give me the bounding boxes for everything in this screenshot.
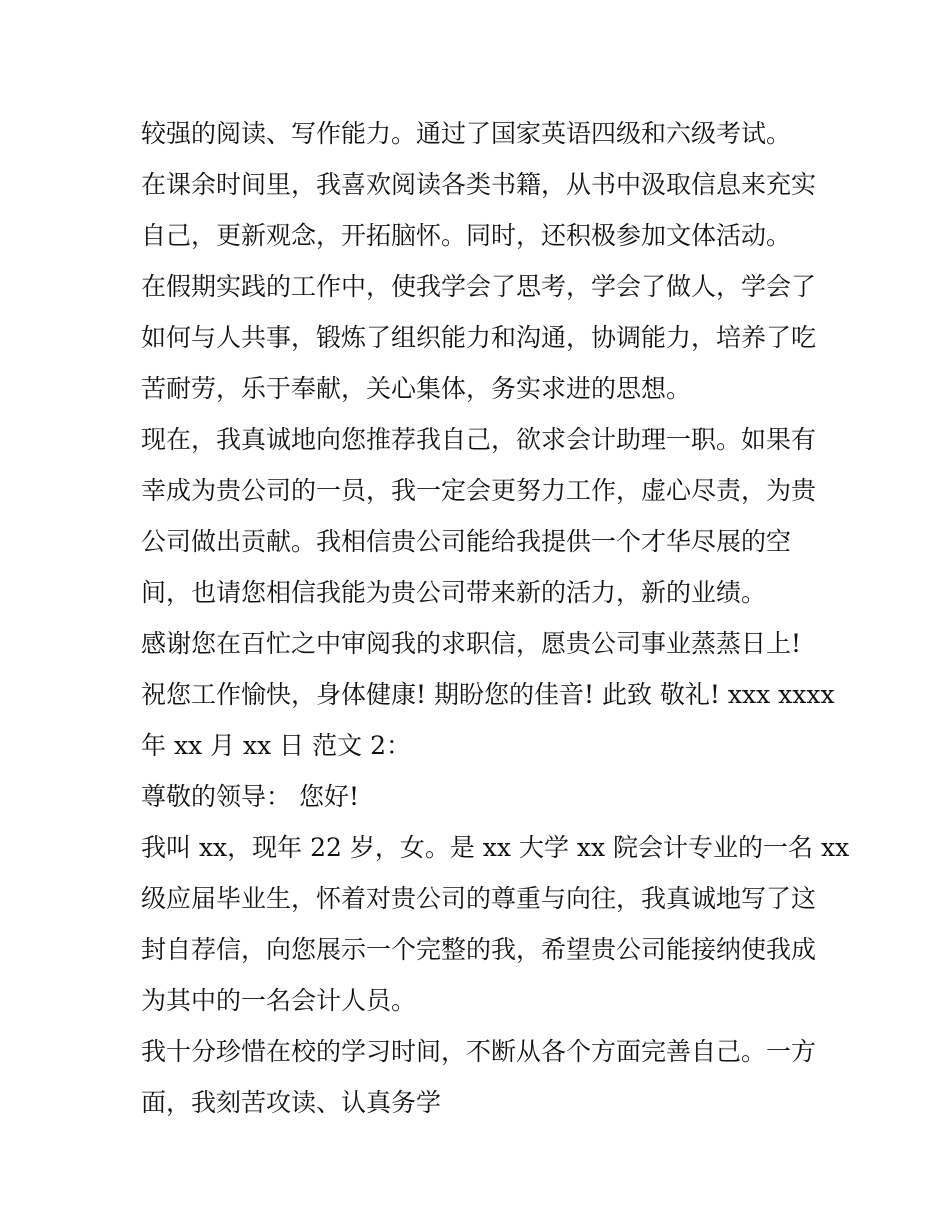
text-line: 封自荐信，向您展示一个完整的我，希望贵公司能接纳使我成 <box>141 935 817 964</box>
text-line: 我十分珍惜在校的学习时间，不断从各个方面完善自己。一方 <box>141 1037 817 1066</box>
text-line: 现在，我真诚地向您推荐我自己，欲求会计助理一职。如果有 <box>141 425 817 454</box>
text-line: 幸成为贵公司的一员，我一定会更努力工作，虚心尽责，为贵 <box>141 476 817 505</box>
text-line: 间，也请您相信我能为贵公司带来新的活力，新的业绩。 <box>141 578 767 607</box>
text-line: 苦耐劳，乐于奉献，关心集体，务实求进的思想。 <box>141 374 692 403</box>
text-line: 祝您工作愉快，身体健康! 期盼您的佳音! 此致 敬礼! xxx xxxx <box>141 680 835 709</box>
text-line: 较强的阅读、写作能力。通过了国家英语四级和六级考试。 <box>141 119 792 148</box>
text-line: 感谢您在百忙之中审阅我的求职信，愿贵公司事业蒸蒸日上! <box>141 629 802 658</box>
text-line: 为其中的一名会计人员。 <box>141 986 417 1015</box>
letter-body <box>141 108 850 1128</box>
text-line: 我叫 xx，现年 22 岁，女。是 xx 大学 xx 院会计专业的一名 xx <box>141 833 850 862</box>
text-line: 在假期实践的工作中，使我学会了思考，学会了做人，学会了 <box>141 272 817 301</box>
text-line: 如何与人共事，锻炼了组织能力和沟通，协调能力，培养了吃 <box>141 323 817 352</box>
text-line: 尊敬的领导： 您好! <box>141 782 359 811</box>
text-line: 自己，更新观念，开拓脑怀。同时，还积极参加文体活动。 <box>141 221 792 250</box>
text-line: 在课余时间里，我喜欢阅读各类书籍，从书中汲取信息来充实 <box>141 170 817 199</box>
text-line: 级应届毕业生，怀着对贵公司的尊重与向往，我真诚地写了这 <box>141 884 817 913</box>
text-line: 年 xx 月 xx 日 范文 2： <box>141 731 411 760</box>
text-line: 公司做出贡献。我相信贵公司能给我提供一个才华尽展的空 <box>141 527 792 556</box>
text-line: 面，我刻苦攻读、认真务学 <box>141 1088 442 1117</box>
